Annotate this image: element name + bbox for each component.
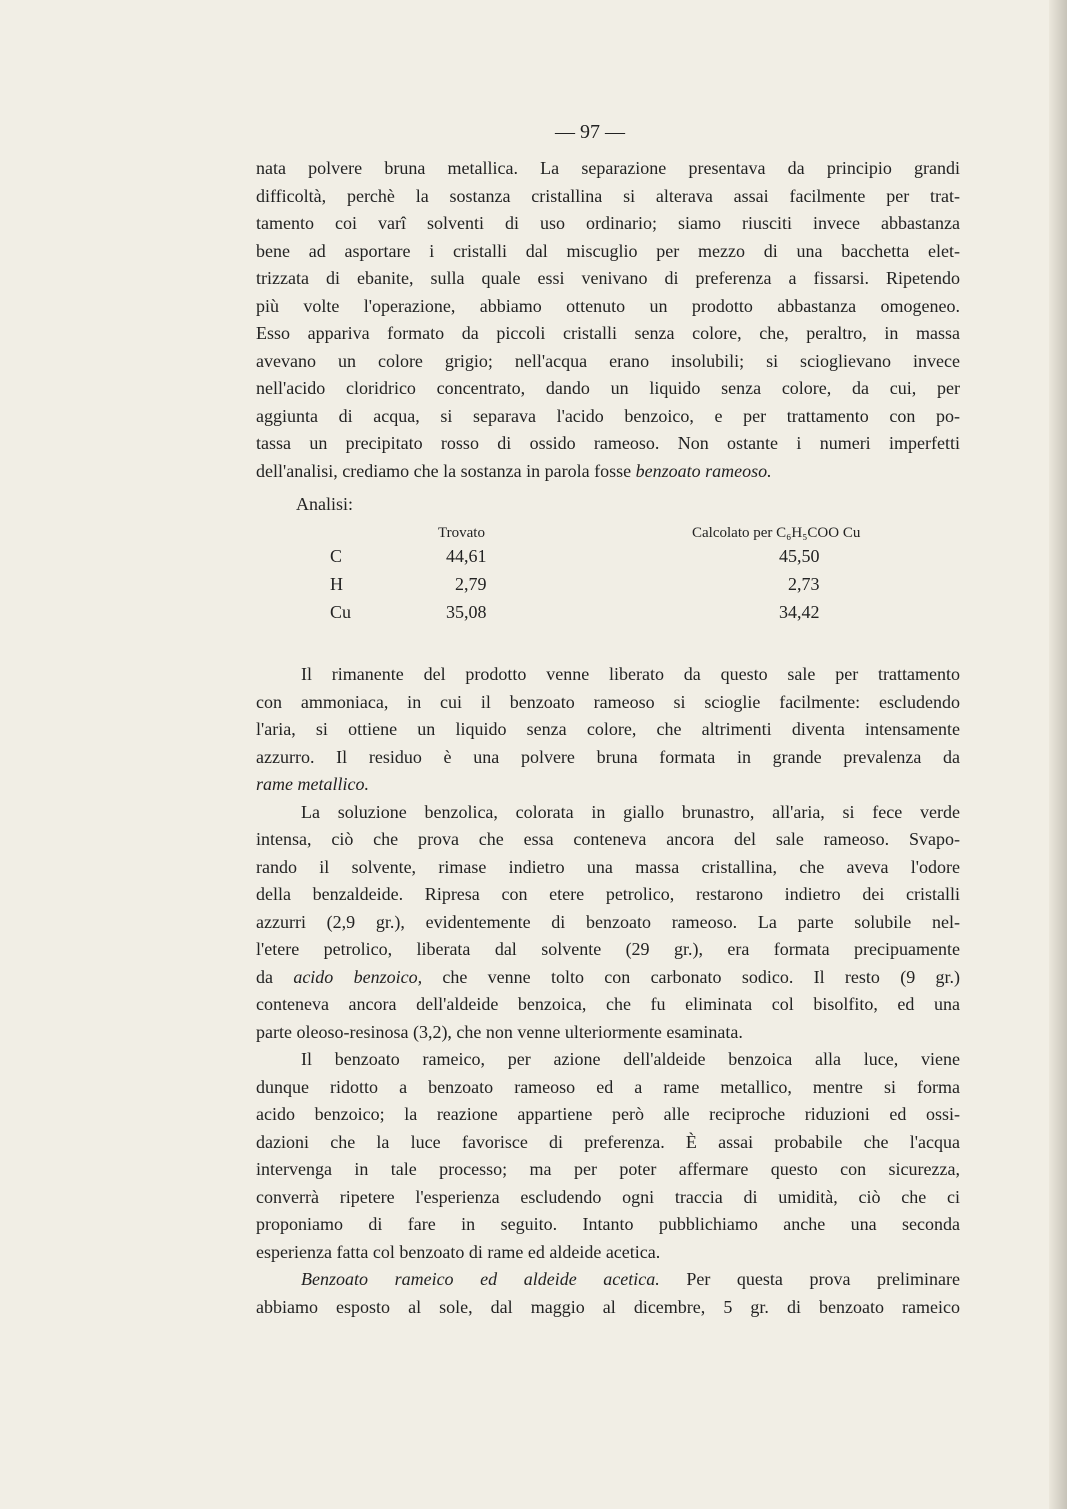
page-number: — 97 — bbox=[555, 121, 625, 143]
text-line: dazioni che la luce favorisce di preferenza. È assai probabile che l'acqua bbox=[256, 1131, 960, 1152]
text-line: l'aria, si ottiene un liquido senza colore, che altrimenti diventa intensamente bbox=[256, 719, 960, 739]
text-line: acido benzoico; la reazione appartiene però alle reciproche riduzioni ed ossi- bbox=[256, 1104, 960, 1124]
table-header-found: Trovato bbox=[438, 525, 485, 541]
text-line: l'etere petrolico, liberata dal solvente (29 gr.), era formata precipuamente bbox=[256, 939, 960, 959]
text-line: nata polvere bruna metallica. La separazione presentava da principio grandi bbox=[256, 158, 960, 178]
text-line: intervenga in tale processo; ma per poter affermare questo con sicurezza, bbox=[256, 1159, 960, 1179]
text-line: converrà ripetere l'esperienza escludendo ogni traccia di umidità, ciò che ci bbox=[256, 1186, 960, 1207]
text-line: con ammoniaca, in cui il benzoato rameoso si scioglie facilmente: escludendo bbox=[256, 691, 960, 712]
text-line: più volte l'operazione, abbiamo ottenuto un prodotto abbastanza omogeneo. bbox=[256, 295, 960, 316]
italic-heading: Benzoato rameico ed aldeide acetica. bbox=[301, 1269, 660, 1289]
text-line: Il rimanente del prodotto venne liberato da questo sale per trattamento bbox=[301, 664, 960, 684]
analysis-heading: Analisi: bbox=[296, 494, 353, 514]
text-line: dunque ridotto a benzoato rameoso ed a rame metallico, mentre si forma bbox=[256, 1076, 960, 1097]
text-span: dell'analisi, crediamo che la sostanza in parola fosse bbox=[256, 460, 632, 481]
text-line bbox=[256, 964, 960, 992]
text-line: azzurro. Il residuo è una polvere bruna formata in grande prevalenza da bbox=[256, 746, 960, 767]
text-line: intensa, ciò che prova che essa conteneva ancora del sale rameoso. Svapo- bbox=[256, 829, 960, 849]
text-line bbox=[256, 1266, 960, 1294]
text-line: abbiamo esposto al sole, dal maggio al dicembre, 5 gr. di benzoato rameico bbox=[256, 1296, 960, 1317]
table-cell-calculated: 45,50 bbox=[779, 546, 820, 566]
text-line bbox=[256, 771, 960, 799]
table-header-calculated: Calcolato per C₆H₅COO Cu bbox=[692, 525, 861, 541]
paragraph-2 bbox=[256, 661, 960, 1321]
text-line: proponiamo di fare in seguito. Intanto pubblichiamo anche una seconda bbox=[256, 1214, 960, 1234]
text-span: che venne tolto con carbonato sodico. Il resto (9 gr.) bbox=[442, 966, 961, 987]
italic-term: rame metallico. bbox=[256, 774, 369, 794]
table-row-element: H bbox=[330, 574, 343, 594]
table-row-element: Cu bbox=[330, 602, 352, 622]
text-line: bene ad asportare i cristalli dal miscuglio per mezzo di una bacchetta elet- bbox=[256, 240, 960, 261]
page-edge-shadow bbox=[1049, 0, 1067, 1509]
text-line: aggiunta di acqua, si separava l'acido benzoico, e per trattamento con po- bbox=[256, 405, 960, 426]
text-line: rando il solvente, rimase indietro una massa cristallina, che aveva l'odore bbox=[256, 856, 960, 877]
table-cell-calculated: 34,42 bbox=[779, 602, 820, 622]
text-line: della benzaldeide. Ripresa con etere petrolico, restarono indietro dei cristalli bbox=[256, 884, 960, 904]
text-line: avevano un colore grigio; nell'acqua erano insolubili; si scioglievano invece bbox=[256, 350, 960, 371]
text-line: trizzata di ebanite, sulla quale essi venivano di preferenza a fissarsi. Ripetendo bbox=[256, 268, 960, 288]
text-line: tassa un precipitato rosso di ossido rameoso. Non ostante i numeri imperfetti bbox=[256, 433, 960, 453]
text-span: Per questa prova preliminare bbox=[686, 1269, 961, 1289]
text-line: nell'acido cloridrico concentrato, dando un liquido senza colore, da cui, per bbox=[256, 378, 960, 398]
text-line: tamento coi varî solventi di uso ordinario; siamo riusciti invece abbastanza bbox=[256, 213, 960, 233]
text-span: da bbox=[256, 966, 273, 987]
text-line: parte oleoso-resinosa (3,2), che non venne ulteriormente esaminata. bbox=[256, 1021, 743, 1042]
text-line: conteneva ancora dell'aldeide benzoica, che fu eliminata col bisolfito, ed una bbox=[256, 994, 960, 1014]
text-line: Il benzoato rameico, per azione dell'aldeide benzoica alla luce, viene bbox=[301, 1049, 960, 1069]
text-line: esperienza fatta col benzoato di rame ed aldeide acetica. bbox=[256, 1241, 661, 1262]
table-cell-found: 35,08 bbox=[446, 602, 487, 622]
text-line: difficoltà, perchè la sostanza cristallina si alterava assai facilmente per trat- bbox=[256, 185, 960, 206]
italic-compound: benzoato rameoso. bbox=[635, 460, 772, 481]
text-line bbox=[256, 458, 960, 486]
text-line: Esso appariva formato da piccoli cristalli senza colore, che, peraltro, in massa bbox=[256, 323, 960, 343]
italic-term: acido benzoico, bbox=[293, 966, 423, 987]
table-cell-calculated: 2,73 bbox=[788, 574, 820, 594]
text-line: azzurri (2,9 gr.), evidentemente di benzoato rameoso. La parte solubile nel- bbox=[256, 911, 960, 932]
table-cell-found: 44,61 bbox=[446, 546, 487, 566]
table-row-element: C bbox=[330, 546, 343, 566]
table-cell-found: 2,79 bbox=[455, 574, 487, 594]
paragraph-1 bbox=[256, 155, 960, 485]
text-line: La soluzione benzolica, colorata in giallo brunastro, all'aria, si fece verde bbox=[301, 801, 960, 822]
